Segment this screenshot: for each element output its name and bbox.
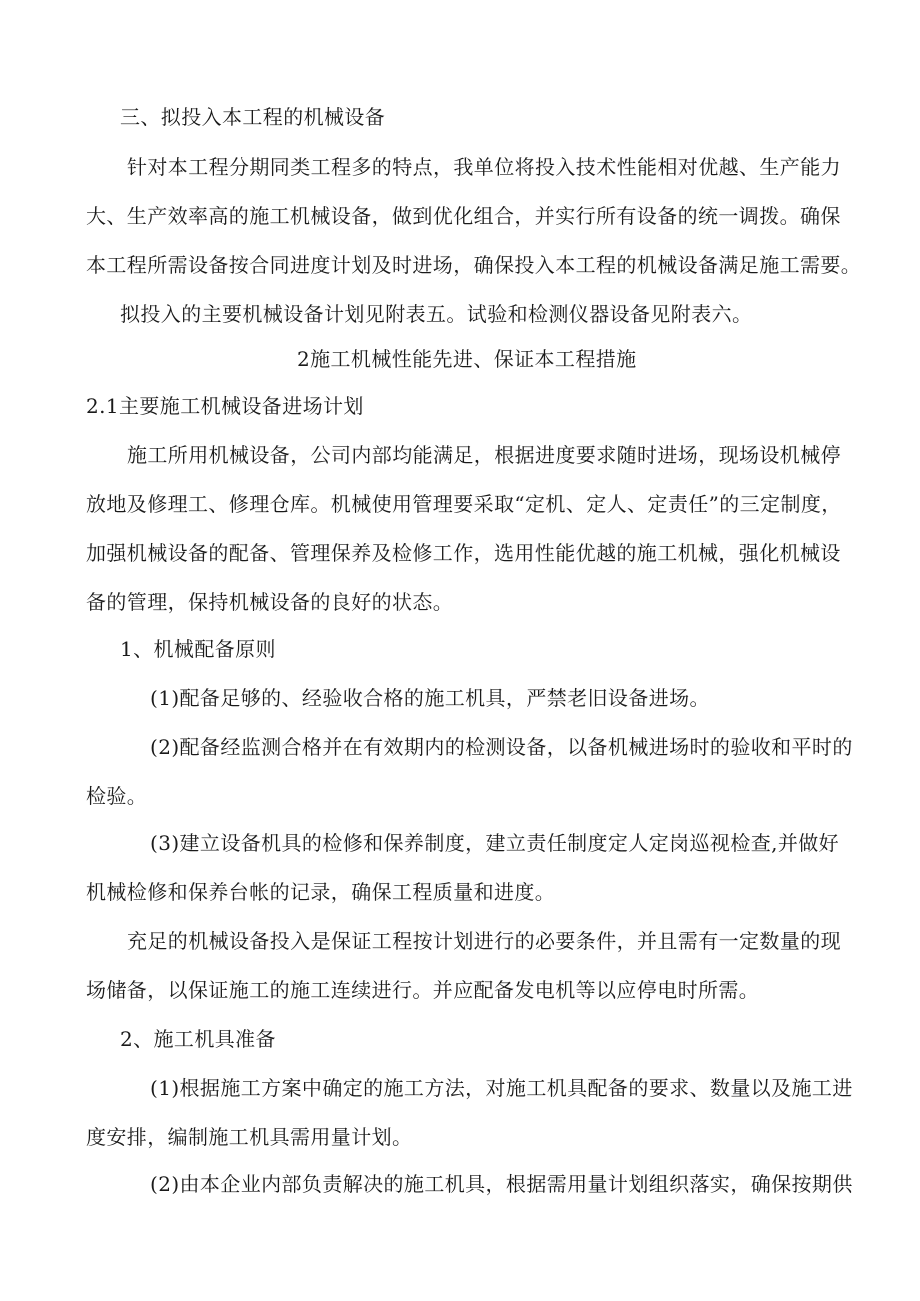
preparation-1-line-2: 度安排，编制施工机具需用量计划。 bbox=[86, 1125, 413, 1149]
management-paragraph-line-2: 放地及修理工、修理仓库。机械使用管理要采取“定机、定人、定责任”的三定制度， bbox=[86, 492, 842, 516]
intro-paragraph-line-1: 针对本工程分期同类工程多的特点，我单位将投入技术性能相对优越、生产能力 bbox=[127, 155, 841, 179]
management-paragraph-line-4: 备的管理，保持机械设备的良好的状态。 bbox=[86, 590, 454, 614]
principle-1: (1)配备足够的、经验收合格的施工机具，严禁老旧设备进场。 bbox=[150, 686, 710, 710]
management-paragraph-line-3: 加强机械设备的配备、管理保养及检修工作，选用性能优越的施工机械，强化机械设 bbox=[86, 541, 841, 565]
management-paragraph-line-1: 施工所用机械设备，公司内部均能满足，根据进度要求随时进场，现场设机械停 bbox=[127, 443, 841, 467]
principle-2-line-1: (2)配备经监测合格并在有效期内的检测设备，以备机械进场时的验收和平时的 bbox=[150, 735, 853, 759]
preparation-2-line-1: (2)由本企业内部负责解决的施工机具，根据需用量计划组织落实，确保按期供 bbox=[150, 1172, 853, 1196]
chapter-title: 2施工机械性能先进、保证本工程措施 bbox=[297, 347, 637, 371]
intro-paragraph-line-3: 本工程所需设备按合同进度计划及时进场，确保投入本工程的机械设备满足施工需要。 bbox=[86, 253, 862, 277]
preparation-1-line-1: (1)根据施工方案中确定的施工方法，对施工机具配备的要求、数量以及施工进 bbox=[150, 1076, 853, 1100]
principles-heading: 1、机械配备原则 bbox=[120, 637, 276, 661]
appendix-note: 拟投入的主要机械设备计划见附表五。试验和检测仪器设备见附表六。 bbox=[120, 302, 753, 326]
subsection-title: 2.1主要施工机械设备进场计划 bbox=[86, 394, 364, 418]
intro-paragraph-line-2: 大、生产效率高的施工机械设备，做到优化组合，并实行所有设备的统一调拨。确保 bbox=[86, 204, 841, 228]
principle-2-line-2: 检验。 bbox=[86, 784, 148, 808]
section-heading: 三、拟投入本工程的机械设备 bbox=[120, 105, 386, 129]
reserve-paragraph-line-1: 充足的机械设备投入是保证工程按计划进行的必要条件，并且需有一定数量的现 bbox=[127, 929, 841, 953]
principle-3-line-2: 机械检修和保养台帐的记录，确保工程质量和进度。 bbox=[86, 880, 556, 904]
reserve-paragraph-line-2: 场储备，以保证施工的施工连续进行。并应配备发电机等以应停电时所需。 bbox=[86, 978, 760, 1002]
principle-3-line-1: (3)建立设备机具的检修和保养制度，建立责任制度定人定岗巡视检查,并做好 bbox=[150, 831, 840, 855]
preparation-heading: 2、施工机具准备 bbox=[120, 1027, 276, 1051]
